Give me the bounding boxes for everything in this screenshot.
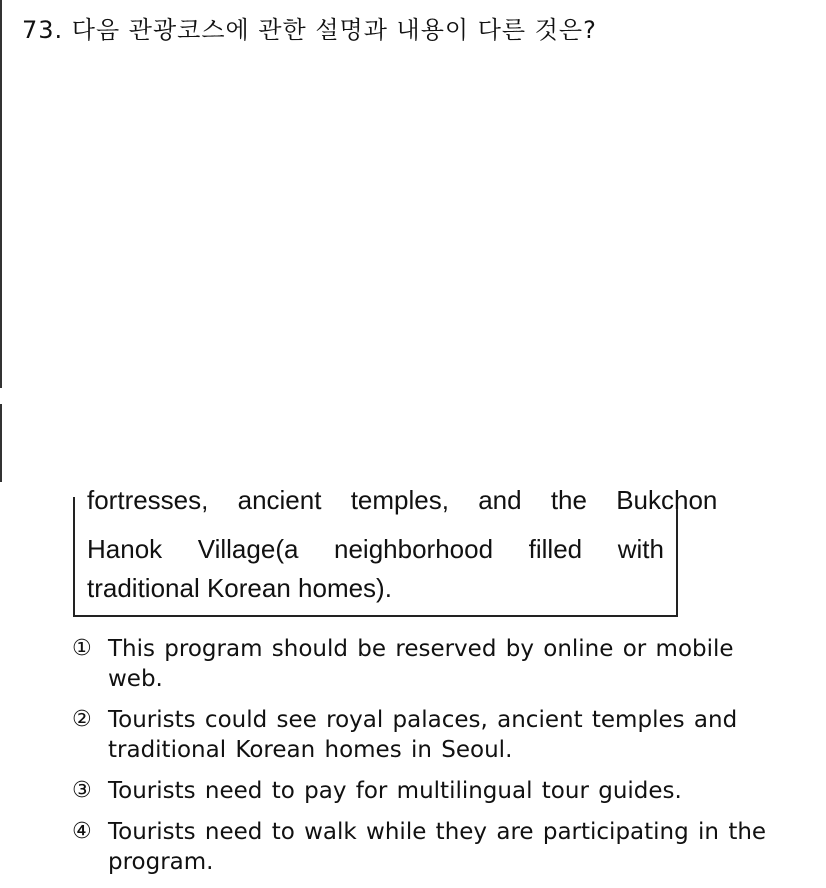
answer-option-1[interactable] bbox=[72, 634, 772, 694]
option-text: This program should be reserved by online or mobile web. bbox=[108, 636, 734, 692]
option-number: ③ bbox=[72, 778, 92, 803]
passage-word: with bbox=[617, 534, 664, 564]
option-text: Tourists need to pay for multilingual tour guides. bbox=[108, 778, 682, 804]
passage-word: neighborhood bbox=[334, 534, 494, 564]
option-number: ② bbox=[72, 707, 92, 732]
answer-options bbox=[72, 634, 772, 888]
passage-word: temples, bbox=[350, 485, 449, 515]
passage-box bbox=[73, 485, 718, 617]
option-number: ④ bbox=[72, 819, 92, 844]
left-margin-rule bbox=[0, 404, 2, 482]
passage-word: Bukchon bbox=[616, 485, 718, 515]
question-title: 73. 다음 관광코스에 관한 설명과 내용이 다른 것은? bbox=[22, 16, 597, 44]
answer-option-2[interactable] bbox=[72, 705, 772, 765]
left-margin-rule bbox=[0, 0, 2, 388]
passage-word: ancient bbox=[237, 485, 322, 515]
passage-line: traditional Korean homes). bbox=[87, 573, 392, 603]
passage-word: fortresses, bbox=[87, 485, 209, 515]
answer-option-4[interactable] bbox=[72, 817, 772, 877]
passage-word: Village(a bbox=[197, 534, 299, 564]
option-number: ① bbox=[72, 636, 92, 661]
passage-line-cut bbox=[87, 485, 718, 515]
passage-line bbox=[87, 536, 664, 562]
passage-word: filled bbox=[528, 534, 583, 564]
option-text: Tourists could see royal palaces, ancient temples and traditional Korean homes in Seoul. bbox=[108, 707, 738, 763]
passage-word: and bbox=[478, 485, 522, 515]
answer-option-3[interactable] bbox=[72, 776, 772, 806]
option-text: Tourists need to walk while they are participating in the program. bbox=[108, 819, 767, 875]
passage-word: Hanok bbox=[87, 534, 163, 564]
passage-word: the bbox=[550, 485, 587, 515]
